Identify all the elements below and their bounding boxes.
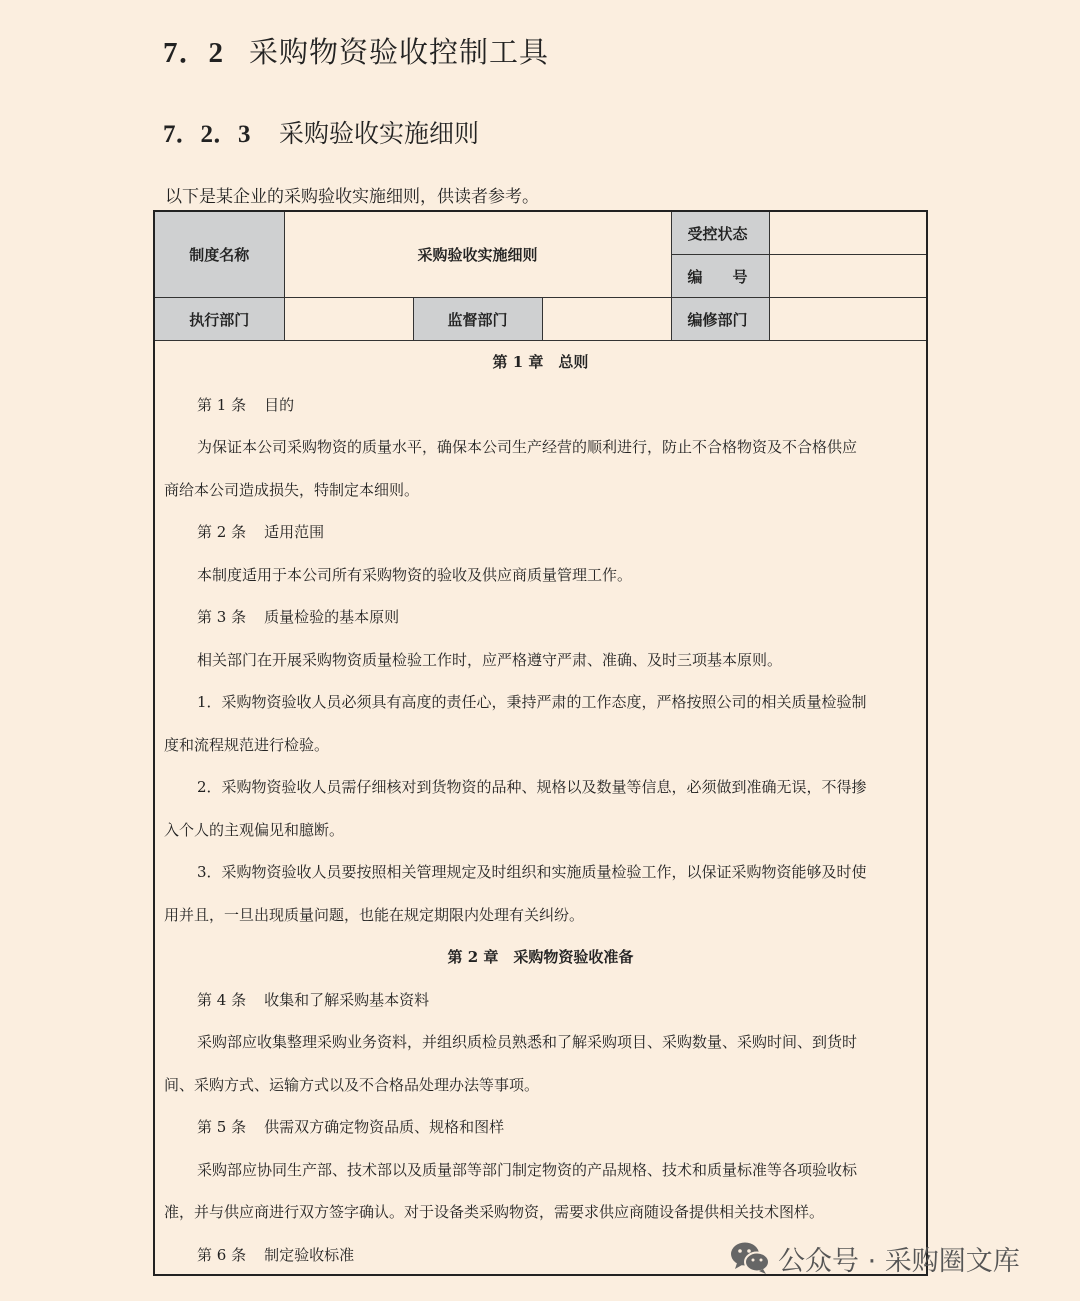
list-item-line: 3．采购物资验收人员要按照相关管理规定及时组织和实施质量检验工作，以保证采购物资能够及时使 (197, 863, 867, 881)
article-heading: 第 2 条 适用范围 (197, 523, 325, 541)
list-item-line: 1．采购物资验收人员必须具有高度的责任心，秉持严肃的工作态度，严格按照公司的相关质量检验制 (197, 693, 867, 711)
subsection-title: 采购验收实施细则 (279, 119, 480, 148)
article-heading: 第 6 条 制定验收标准 (197, 1245, 355, 1264)
document-body (155, 341, 926, 1276)
article-heading: 第 5 条 供需双方确定物资品质、规格和图样 (197, 1118, 505, 1136)
code-label: 编 号 (671, 255, 769, 298)
paragraph-line: 准，并与供应商进行双方签字确认。对于设备类采购物资，需要求供应商随设备提供相关技术图样。 (164, 1203, 825, 1221)
watermark (730, 1236, 1020, 1280)
exec-dept-value (284, 298, 413, 341)
subsection-heading (163, 114, 479, 150)
list-item-line: 用并且，一旦出现质量问题，也能在规定期限内处理有关纠纷。 (164, 905, 585, 924)
list-item-line: 入个人的主观偏见和臆断。 (164, 820, 345, 839)
paragraph-line: 采购部应收集整理采购业务资料，并组织质检员熟悉和了解采购项目、采购数量、采购时间、到货时 (197, 1033, 858, 1051)
intro-text: 以下是某企业的采购验收实施细则，供读者参考。 (165, 187, 539, 207)
control-status-label: 受控状态 (671, 212, 769, 255)
supervise-dept-value (542, 298, 671, 341)
meta-table (155, 212, 926, 341)
paragraph-line: 本制度适用于本公司所有采购物资的验收及供应商质量管理工作。 (197, 565, 633, 584)
paragraph-line: 商给本公司造成损失，特制定本细则。 (164, 480, 420, 499)
code-value (769, 255, 926, 298)
name-label: 制度名称 (155, 212, 284, 298)
article-heading: 第 3 条 质量检验的基本原则 (197, 608, 400, 626)
control-status-value (769, 212, 926, 255)
article-heading: 第 1 条 目的 (197, 395, 295, 414)
paragraph-line: 相关部门在开展采购物资质量检验工作时，应严格遵守严肃、准确、及时三项基本原则。 (197, 650, 783, 669)
list-item-line: 度和流程规范进行检验。 (164, 735, 330, 754)
watermark-text: 公众号 · 采购圈文库 (778, 1245, 1020, 1277)
list-item-line: 2．采购物资验收人员需仔细核对到货物资的品种、规格以及数量等信息，必须做到准确无误，不得掺 (197, 778, 867, 796)
paragraph-line: 间、采购方式、运输方式以及不合格品处理办法等事项。 (164, 1075, 540, 1094)
edit-dept-value (769, 298, 926, 341)
exec-dept-label: 执行部门 (155, 298, 284, 341)
chapter-heading: 第 2 章 采购物资验收准备 (447, 948, 634, 966)
subsection-number: 7．2．3 (163, 121, 251, 148)
wechat-icon (730, 1241, 770, 1275)
section-heading (163, 30, 549, 71)
section-number: 7．2 (163, 37, 225, 69)
supervise-dept-label: 监督部门 (413, 298, 542, 341)
edit-dept-label: 编修部门 (671, 298, 769, 341)
name-value: 采购验收实施细则 (284, 212, 671, 298)
regulation-document (153, 210, 928, 1276)
section-title: 采购物资验收控制工具 (249, 35, 550, 69)
paragraph-line: 采购部应协同生产部、技术部以及质量部等部门制定物资的产品规格、技术和质量标准等各项验收标 (197, 1160, 858, 1179)
chapter-heading: 第 1 章 总则 (492, 353, 589, 371)
paragraph-line: 为保证本公司采购物资的质量水平，确保本公司生产经营的顺利进行，防止不合格物资及不合格供应 (197, 438, 858, 456)
article-heading: 第 4 条 收集和了解采购基本资料 (197, 990, 430, 1009)
